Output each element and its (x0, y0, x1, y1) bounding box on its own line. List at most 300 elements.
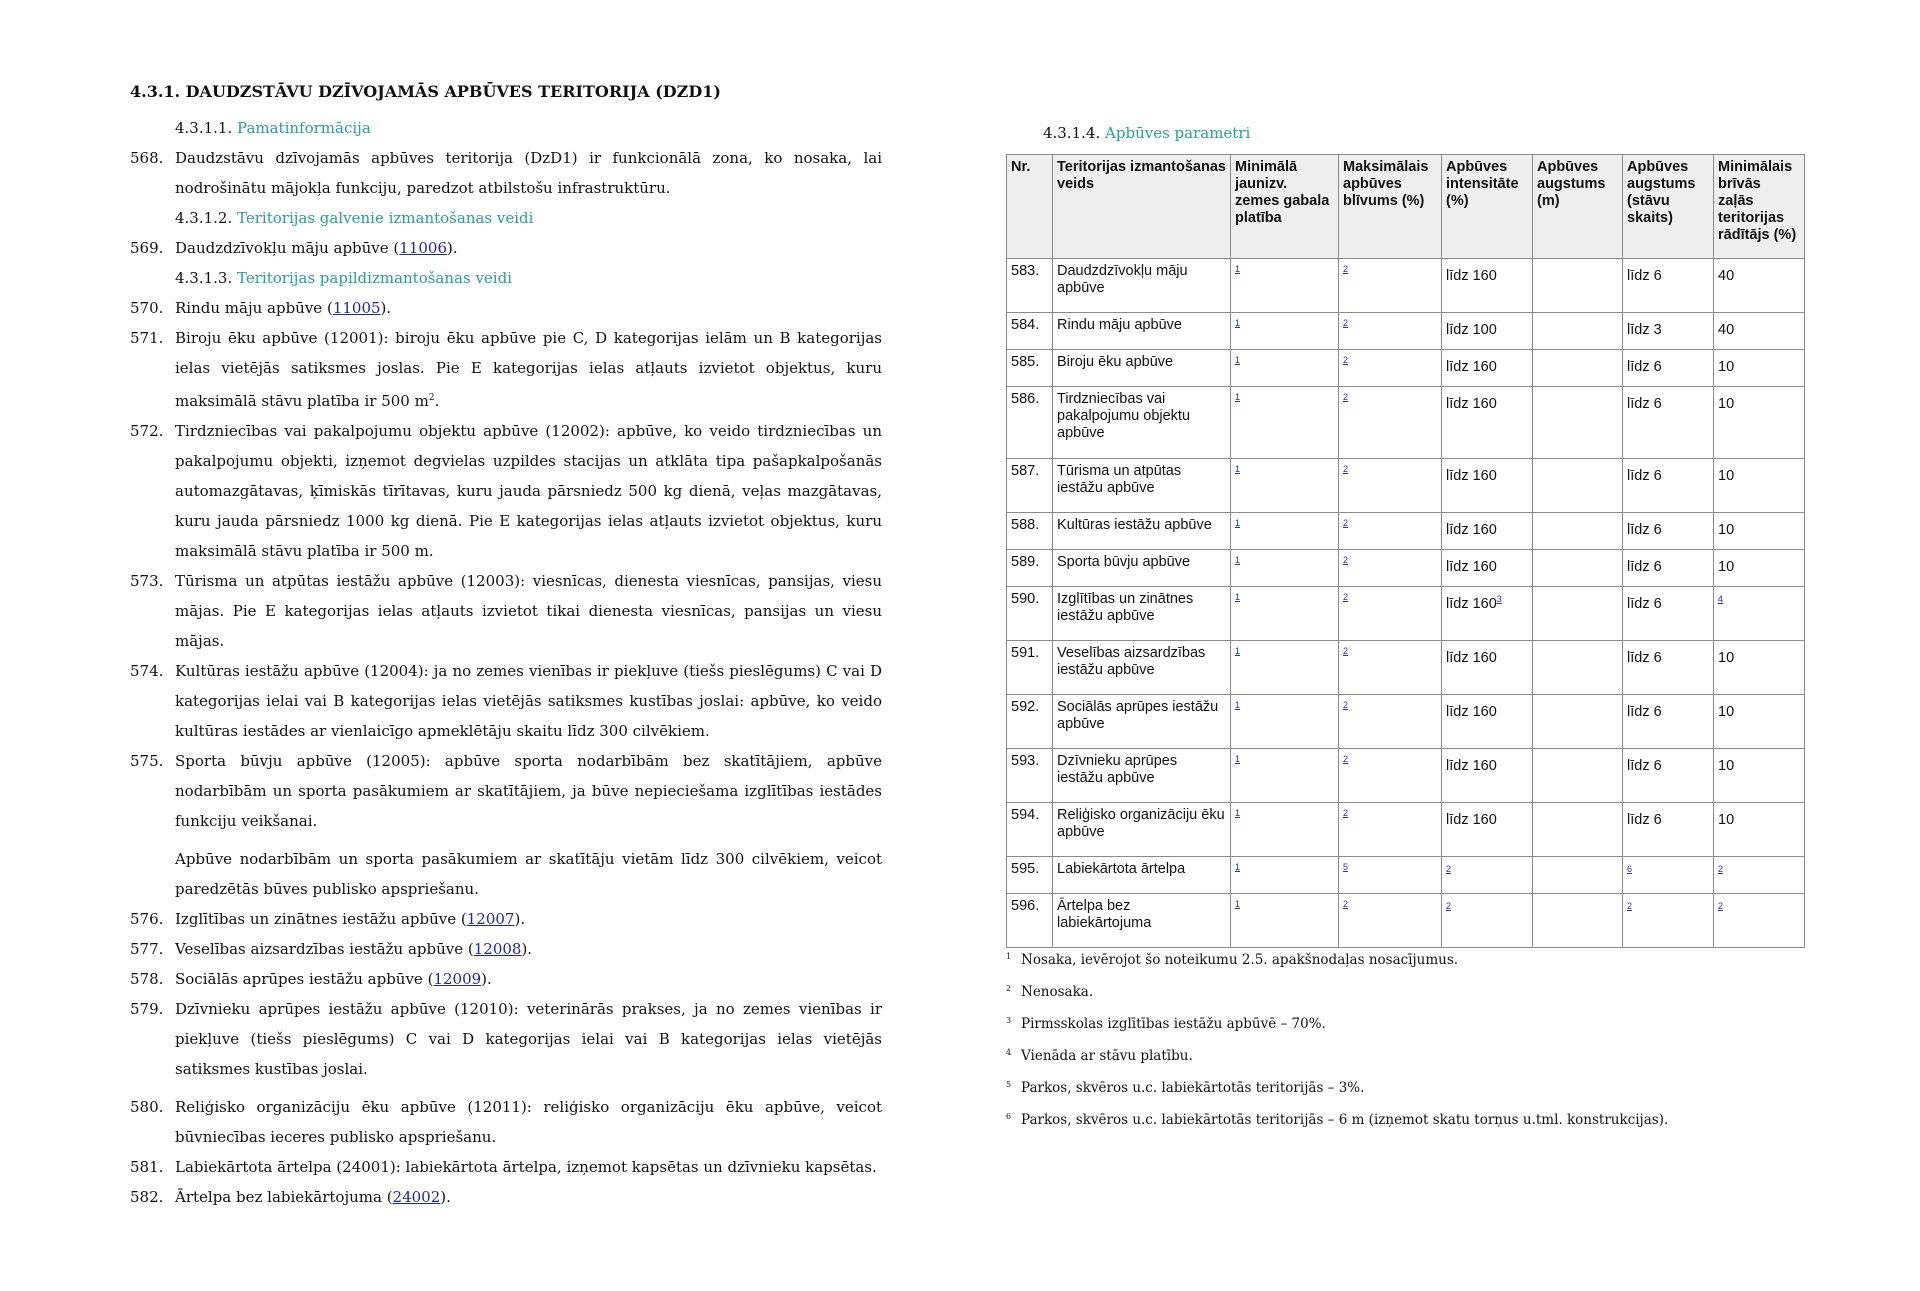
paragraph-text: Daudzstāvu dzīvojamās apbūves teritorija (DzD1) ir funkcionālā zona, ko nosaka, lai nodrošinātu mājokļa funkciju, paredzot atbilstošu infrastruktūru. (175, 149, 882, 197)
paragraph-text: Reliģisko organizāciju ēku apbūve (12011): reliģisko organizāciju ēku apbūve, veicot būvniecības ieceres publisko apspriešanu. (175, 1098, 882, 1146)
green-area-cell (1714, 313, 1805, 350)
intensity-cell (1442, 513, 1533, 550)
floors-cell (1623, 313, 1714, 350)
intensity-cell (1442, 749, 1533, 803)
paragraph-568 (130, 143, 882, 203)
paragraph-number: 577. (130, 940, 164, 958)
cell-text: 1 (1235, 592, 1241, 602)
text-suffix: ). (440, 1188, 451, 1206)
cell-text: līdz 6 (1627, 703, 1662, 720)
table-row (1007, 695, 1805, 749)
cell-text: 1 (1235, 264, 1241, 274)
max-density-cell (1339, 313, 1442, 350)
cell-text: Tūrisma un atpūtas iestāžu apbūve (1057, 463, 1182, 496)
row-number-cell (1007, 513, 1053, 550)
cell-text: Daudzdzīvokļu māju apbūve (1057, 263, 1188, 296)
height-m-cell (1533, 550, 1623, 587)
land-use-cell (1053, 894, 1231, 948)
floors-cell (1623, 259, 1714, 313)
height-m-cell (1533, 513, 1623, 550)
cell-text: 10 (1718, 521, 1735, 538)
cell-text: 1 (1235, 555, 1241, 565)
cell-text: Biroju ēku apbūve (1057, 354, 1174, 370)
cell-text: Veselības aizsardzības iestāžu apbūve (1057, 645, 1206, 678)
cell-text: 1 (1235, 392, 1241, 402)
max-density-cell (1339, 695, 1442, 749)
green-area-cell (1714, 857, 1805, 894)
intensity-cell (1442, 259, 1533, 313)
height-m-cell (1533, 894, 1623, 948)
paragraph-577 (130, 934, 882, 964)
land-use-cell (1053, 350, 1231, 387)
cell-text: 2 (1343, 646, 1349, 656)
row-number-cell (1007, 587, 1053, 641)
intensity-cell (1442, 857, 1533, 894)
table-row (1007, 641, 1805, 695)
cell-text: 1 (1235, 754, 1241, 764)
table-row (1007, 857, 1805, 894)
paragraph-text: Sporta būvju apbūve (12005): apbūve sporta nodarbībām bez skatītājiem, apbūve nodarbībām un sporta pasākumiem ar skatītājiem, ja būve nepieciešama izglītības iestādes funkciju veikšanai. (175, 752, 882, 830)
footnote-item (1006, 950, 1806, 982)
cell-text: 2 (1343, 518, 1349, 528)
cell-text: 1 (1235, 464, 1241, 474)
text-suffix: . (434, 392, 440, 410)
land-use-cell (1053, 459, 1231, 513)
table-row (1007, 550, 1805, 587)
subsection-number: 4.3.1.1. (175, 119, 233, 137)
cell-text: Kultūras iestāžu apbūve (1057, 517, 1212, 533)
cell-text: 595. (1011, 861, 1040, 877)
paragraph-576 (130, 904, 882, 934)
footnote-text: Parkos, skvēros u.c. labiekārtotās teritorijās – 6 m (izņemot skatu torņus u.tml. konstrukcijas). (1021, 1112, 1669, 1128)
footnote-item (1006, 1110, 1806, 1142)
paragraph-number: 582. (130, 1188, 164, 1206)
row-number-cell (1007, 857, 1053, 894)
paragraph-text (175, 233, 882, 263)
code-link-12007[interactable]: 12007 (466, 910, 515, 928)
column-header: Maksimālais apbūves blīvums (%) (1339, 155, 1442, 259)
subsection-heading (1043, 120, 1250, 146)
cell-text: 584. (1011, 317, 1040, 333)
height-m-cell (1533, 749, 1623, 803)
cell-text: līdz 160 (1446, 649, 1497, 666)
max-density-cell (1339, 749, 1442, 803)
subsection-heading (175, 203, 882, 233)
max-density-cell (1339, 550, 1442, 587)
subsection-number: 4.3.1.4. (1043, 124, 1101, 142)
intensity-cell (1442, 350, 1533, 387)
land-use-cell (1053, 550, 1231, 587)
min-area-cell (1231, 459, 1339, 513)
subsection-label: Teritorijas galvenie izmantošanas veidi (237, 209, 534, 227)
cell-text: līdz 6 (1627, 558, 1662, 575)
row-number-cell (1007, 894, 1053, 948)
cell-text: Sporta būvju apbūve (1057, 554, 1191, 570)
min-area-cell (1231, 550, 1339, 587)
intensity-cell (1442, 587, 1533, 641)
paragraph-text (175, 934, 882, 964)
table-row (1007, 459, 1805, 513)
subsection-heading (175, 263, 882, 293)
section-title: 4.3.1. DAUDZSTĀVU DZĪVOJAMĀS APBŪVES TERITORIJA (DZD1) (130, 82, 721, 101)
min-area-cell (1231, 587, 1339, 641)
green-area-cell (1714, 695, 1805, 749)
floors-cell (1623, 459, 1714, 513)
cell-text: līdz 160 (1446, 395, 1497, 412)
paragraph-number: 574. (130, 662, 164, 680)
cell-text: līdz 160 (1446, 358, 1497, 375)
row-number-cell (1007, 550, 1053, 587)
green-area-cell (1714, 550, 1805, 587)
land-use-cell (1053, 587, 1231, 641)
cell-text: 587. (1011, 463, 1040, 479)
paragraph-number: 571. (130, 329, 164, 347)
paragraph-number: 570. (130, 299, 164, 317)
floors-cell (1623, 695, 1714, 749)
land-use-cell (1053, 387, 1231, 459)
cell-text: 596. (1011, 898, 1040, 914)
cell-text: Izglītības un zinātnes iestāžu apbūve (1057, 591, 1194, 624)
paragraph-number: 581. (130, 1158, 164, 1176)
land-use-cell (1053, 259, 1231, 313)
footnote-mark: 6 (1006, 1112, 1012, 1121)
table-row (1007, 803, 1805, 857)
height-m-cell (1533, 803, 1623, 857)
text-prefix: Rindu māju apbūve ( (175, 299, 333, 317)
paragraph-text (175, 964, 882, 994)
row-number-cell (1007, 259, 1053, 313)
column-header: Nr. (1007, 155, 1053, 259)
cell-text: līdz 160 (1446, 703, 1497, 720)
paragraph-574 (130, 656, 882, 746)
paragraph-570 (130, 293, 882, 323)
height-m-cell (1533, 350, 1623, 387)
max-density-cell (1339, 459, 1442, 513)
max-density-cell (1339, 350, 1442, 387)
cell-text: līdz 100 (1446, 321, 1497, 338)
height-m-cell (1533, 387, 1623, 459)
cell-text: 1 (1235, 899, 1241, 909)
floors-cell (1623, 587, 1714, 641)
cell-text: līdz 3 (1627, 321, 1662, 338)
footnote-reference[interactable]: 2 (1446, 864, 1452, 874)
cell-text: 10 (1718, 757, 1735, 774)
cell-text: 593. (1011, 753, 1040, 769)
max-density-cell (1339, 587, 1442, 641)
table-row (1007, 313, 1805, 350)
paragraph-text (175, 293, 882, 323)
land-use-cell (1053, 513, 1231, 550)
text-prefix: Sociālās aprūpes iestāžu apbūve ( (175, 970, 434, 988)
text-suffix: ). (514, 910, 526, 928)
cell-text: līdz 6 (1627, 595, 1662, 612)
height-m-cell (1533, 459, 1623, 513)
min-area-cell (1231, 641, 1339, 695)
paragraph-text (175, 1182, 882, 1212)
cell-text: Dzīvnieku aprūpes iestāžu apbūve (1057, 753, 1178, 786)
floors-cell (1623, 894, 1714, 948)
paragraph-text: Kultūras iestāžu apbūve (12004): ja no zemes vienības ir piekļuve (tiešs pieslēgums) C vai D kategorijas ielai vai B kategorijas ielas vietējās satiksmes kustības joslai: apbūve, ko veido kultūras iestādes ar vienlaicīgo apmeklētāju skaitu līdz 300 cilvēkiem. (175, 662, 882, 740)
green-area-cell (1714, 387, 1805, 459)
cell-text: 1 (1235, 518, 1241, 528)
footnote-mark: 2 (1006, 984, 1012, 993)
height-m-cell (1533, 259, 1623, 313)
footnote-reference[interactable]: 3 (1496, 594, 1502, 604)
row-number-cell (1007, 749, 1053, 803)
table-row (1007, 894, 1805, 948)
paragraph-581 (130, 1152, 882, 1182)
cell-text: 1 (1235, 808, 1241, 818)
footnote-reference[interactable]: 2 (1718, 901, 1724, 911)
green-area-cell (1714, 513, 1805, 550)
paragraph-number: 573. (130, 572, 164, 590)
cell-text: 2 (1343, 264, 1349, 274)
column-header: Apbūves intensitāte (%) (1442, 155, 1533, 259)
paragraph-572 (130, 416, 882, 566)
text-main: Biroju ēku apbūve (12001): biroju ēku apbūve pie C, D kategorijas ielām un B kategorijas ielas vietējās satiksmes joslas. Pie E kategorijas ielas atļauts izvietot objektus, kuru maksimālā stāvu platība ir 500 m (175, 329, 882, 410)
floors-cell (1623, 641, 1714, 695)
paragraph-number: 579. (130, 1000, 164, 1018)
green-area-cell (1714, 350, 1805, 387)
row-number-cell (1007, 641, 1053, 695)
text-prefix: Daudzdzīvokļu māju apbūve ( (175, 239, 400, 257)
min-area-cell (1231, 513, 1339, 550)
subsection-number: 4.3.1.3. (175, 269, 233, 287)
paragraph-number: 572. (130, 422, 164, 440)
code-link-11005[interactable]: 11005 (332, 299, 381, 317)
cell-text: līdz 160 (1446, 595, 1497, 612)
paragraph-575 (130, 746, 882, 836)
cell-text: 2 (1343, 555, 1349, 565)
left-column (130, 82, 882, 1212)
min-area-cell (1231, 350, 1339, 387)
paragraph-text: Dzīvnieku aprūpes iestāžu apbūve (12010): veterinārās prakses, ja no zemes vienības ir piekļuve (tiešs pieslēgums) C vai D kategorijas ielai vai B kategorijas ielas vietējās satiksmes kustības joslai. (175, 1000, 882, 1078)
cell-text: līdz 160 (1446, 558, 1497, 575)
code-link-12008[interactable]: 12008 (473, 940, 522, 958)
paragraph-582 (130, 1182, 882, 1212)
cell-text: līdz 160 (1446, 267, 1497, 284)
green-area-cell (1714, 803, 1805, 857)
intensity-cell (1442, 459, 1533, 513)
cell-text: 2 (1343, 355, 1349, 365)
max-density-cell (1339, 857, 1442, 894)
cell-text: 591. (1011, 645, 1040, 661)
subsection-label: Apbūves parametri (1105, 124, 1251, 142)
height-m-cell (1533, 313, 1623, 350)
cell-text: līdz 160 (1446, 467, 1497, 484)
table-row (1007, 350, 1805, 387)
column-header: Apbūves augstums (stāvu skaits) (1623, 155, 1714, 259)
text-suffix: ). (481, 970, 492, 988)
table-row (1007, 259, 1805, 313)
cell-text: 588. (1011, 517, 1040, 533)
building-parameters-table (1006, 154, 1805, 948)
min-area-cell (1231, 857, 1339, 894)
footnote-reference[interactable]: 4 (1718, 594, 1724, 604)
floors-cell (1623, 387, 1714, 459)
footnote-reference[interactable]: 2 (1718, 864, 1724, 874)
intensity-cell (1442, 695, 1533, 749)
height-m-cell (1533, 641, 1623, 695)
land-use-cell (1053, 695, 1231, 749)
cell-text: līdz 6 (1627, 358, 1662, 375)
footnote-reference[interactable]: 2 (1627, 901, 1633, 911)
cell-text: 10 (1718, 703, 1735, 720)
paragraph-number: 568. (130, 149, 164, 167)
intensity-cell (1442, 894, 1533, 948)
cell-text: 586. (1011, 391, 1040, 407)
column-header: Teritorijas izmantošanas veids (1053, 155, 1231, 259)
footnote-reference[interactable]: 6 (1627, 864, 1633, 874)
cell-text: 589. (1011, 554, 1040, 570)
max-density-cell (1339, 641, 1442, 695)
cell-text: līdz 160 (1446, 757, 1497, 774)
intensity-cell (1442, 803, 1533, 857)
subsection-label: Pamatinformācija (237, 119, 371, 137)
floors-cell (1623, 513, 1714, 550)
min-area-cell (1231, 313, 1339, 350)
cell-text: 10 (1718, 358, 1735, 375)
land-use-cell (1053, 803, 1231, 857)
row-number-cell (1007, 459, 1053, 513)
min-area-cell (1231, 803, 1339, 857)
cell-text: 1 (1235, 355, 1241, 365)
cell-text: Reliģisko organizāciju ēku apbūve (1057, 807, 1225, 840)
table-row (1007, 387, 1805, 459)
footnote-text: Parkos, skvēros u.c. labiekārtotās teritorijās – 3%. (1021, 1080, 1365, 1096)
cell-text: līdz 6 (1627, 395, 1662, 412)
text-suffix: ). (521, 940, 533, 958)
text-suffix: ). (447, 239, 458, 257)
cell-text: 2 (1343, 592, 1349, 602)
min-area-cell (1231, 259, 1339, 313)
table-row (1007, 587, 1805, 641)
cell-text: 1 (1235, 700, 1241, 710)
cell-text: 2 (1343, 754, 1349, 764)
height-m-cell (1533, 587, 1623, 641)
land-use-cell (1053, 749, 1231, 803)
table-row (1007, 513, 1805, 550)
cell-text: 40 (1718, 267, 1735, 284)
cell-text: līdz 6 (1627, 467, 1662, 484)
cell-text: 10 (1718, 558, 1735, 575)
footnote-text: Nosaka, ievērojot šo noteikumu 2.5. apakšnodaļas nosacījumus. (1021, 952, 1459, 968)
green-area-cell (1714, 459, 1805, 513)
column-header: Minimālā jaunizv. zemes gabala platība (1231, 155, 1339, 259)
footnote-item (1006, 1078, 1806, 1110)
cell-text: 1 (1235, 646, 1241, 656)
row-number-cell (1007, 803, 1053, 857)
superscript: 2 (428, 393, 435, 403)
code-link-11006[interactable]: 11006 (399, 239, 448, 257)
cell-text: 5 (1343, 862, 1349, 872)
paragraph-text (175, 323, 882, 416)
cell-text: Rindu māju apbūve (1057, 317, 1182, 333)
cell-text: līdz 160 (1446, 521, 1497, 538)
cell-text: 2 (1343, 318, 1349, 328)
paragraph-575-continuation: Apbūve nodarbībām un sporta pasākumiem ar skatītāju vietām līdz 300 cilvēkiem, veicot paredzētās būves publisko apspriešanu. (175, 850, 882, 898)
footnote-reference[interactable]: 2 (1446, 901, 1452, 911)
land-use-cell (1053, 641, 1231, 695)
land-use-cell (1053, 857, 1231, 894)
paragraph-text (175, 904, 882, 934)
footnote-mark: 3 (1006, 1016, 1012, 1025)
column-header: Apbūves augstums (m) (1533, 155, 1623, 259)
cell-text: 2 (1343, 899, 1349, 909)
code-link-24002[interactable]: 24002 (392, 1188, 441, 1206)
cell-text: līdz 160 (1446, 811, 1497, 828)
footnote-text: Pirmsskolas izglītības iestāžu apbūvē – 70%. (1021, 1016, 1326, 1032)
cell-text: līdz 6 (1627, 649, 1662, 666)
code-link-12009[interactable]: 12009 (433, 970, 482, 988)
cell-text: 1 (1235, 862, 1241, 872)
paragraph-text: Tirdzniecības vai pakalpojumu objektu apbūve (12002): apbūve, ko veido tirdzniecības un pakalpojumu objekti, izņemot degvielas uzpildes stacijas un atklāta tipa pašapkalpošanās automazgātavas, ķīmiskās tīrītavas, kuru jauda pārsniedz 500 kg dienā, veļas mazgātavas, kuru jauda pārsniedz 1000 kg dienā. Pie E kategorijas ielas atļauts izvietot objektus, kuru maksimālā stāvu platība ir 500 m. (175, 422, 882, 560)
paragraph-580 (130, 1092, 882, 1152)
max-density-cell (1339, 894, 1442, 948)
column-header: Minimālais brīvās zaļās teritorijas rādītājs (%) (1714, 155, 1805, 259)
land-use-cell (1053, 313, 1231, 350)
paragraph-569 (130, 233, 882, 263)
cell-text: 594. (1011, 807, 1040, 823)
cell-text: Sociālās aprūpes iestāžu apbūve (1057, 699, 1219, 732)
subsection-label: Teritorijas papildizmantošanas veidi (237, 269, 512, 287)
cell-text: 590. (1011, 591, 1040, 607)
footnote-text: Nenosaka. (1021, 984, 1094, 1000)
footnote-item (1006, 1046, 1806, 1078)
footnotes (1006, 950, 1806, 1142)
cell-text: 583. (1011, 263, 1040, 279)
green-area-cell (1714, 587, 1805, 641)
min-area-cell (1231, 749, 1339, 803)
footnote-mark: 5 (1006, 1080, 1012, 1089)
footnote-mark: 4 (1006, 1048, 1012, 1057)
max-density-cell (1339, 259, 1442, 313)
cell-text: 2 (1343, 392, 1349, 402)
row-number-cell (1007, 313, 1053, 350)
max-density-cell (1339, 513, 1442, 550)
cell-text: 585. (1011, 354, 1040, 370)
cell-text: līdz 6 (1627, 521, 1662, 538)
paragraph-571 (130, 323, 882, 416)
paragraph-number: 576. (130, 910, 164, 928)
cell-text: 10 (1718, 811, 1735, 828)
subsection-number: 4.3.1.2. (175, 209, 233, 227)
paragraph-number: 569. (130, 239, 164, 257)
intensity-cell (1442, 550, 1533, 587)
cell-text: 2 (1343, 808, 1349, 818)
subsection-heading (175, 113, 882, 143)
intensity-cell (1442, 387, 1533, 459)
table-row (1007, 749, 1805, 803)
cell-text: līdz 6 (1627, 757, 1662, 774)
cell-text: Tirdzniecības vai pakalpojumu objektu apbūve (1057, 391, 1191, 441)
text-prefix: Ārtelpa bez labiekārtojuma ( (175, 1188, 393, 1206)
cell-text: 40 (1718, 321, 1735, 338)
text-prefix: Izglītības un zinātnes iestāžu apbūve ( (175, 910, 467, 928)
footnote-item (1006, 982, 1806, 1014)
cell-text: 592. (1011, 699, 1040, 715)
floors-cell (1623, 550, 1714, 587)
row-number-cell (1007, 387, 1053, 459)
floors-cell (1623, 350, 1714, 387)
green-area-cell (1714, 894, 1805, 948)
paragraph-number: 580. (130, 1098, 164, 1116)
green-area-cell (1714, 259, 1805, 313)
floors-cell (1623, 749, 1714, 803)
paragraph-579 (130, 994, 882, 1084)
height-m-cell (1533, 695, 1623, 749)
cell-text: līdz 6 (1627, 811, 1662, 828)
